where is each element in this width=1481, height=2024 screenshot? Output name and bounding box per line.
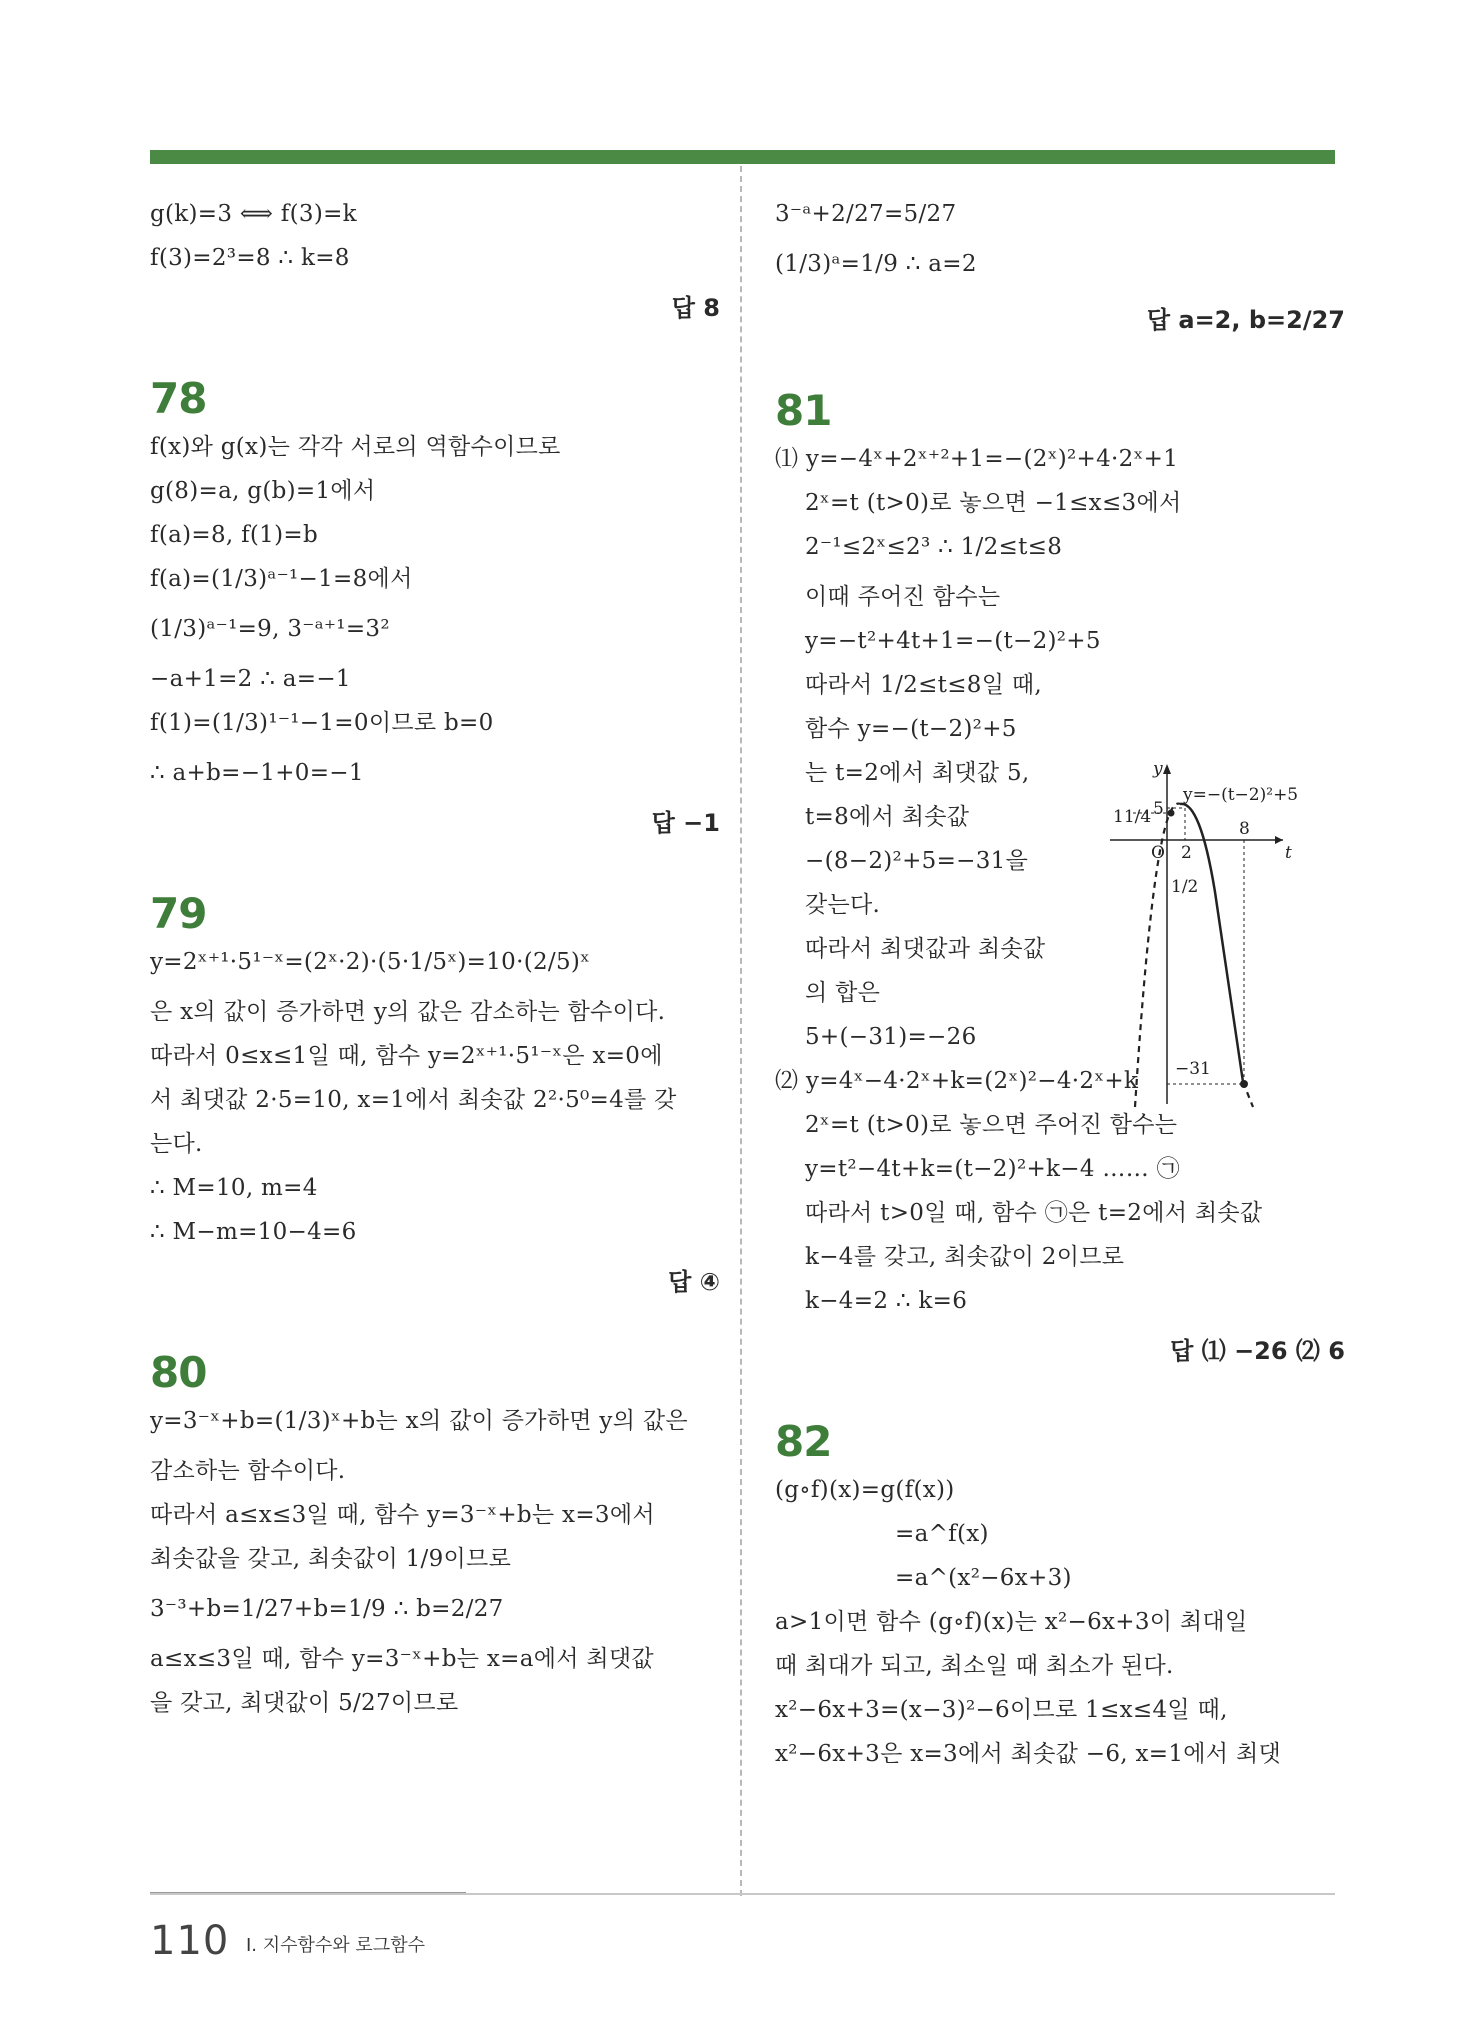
solution-line: 2⁻¹≤2ˣ≤2³ ∴ 1/2≤t≤8: [805, 534, 1063, 560]
solution-line: 때 최대가 되고, 최소일 때 최소가 된다.: [775, 1653, 1174, 1679]
solution-line: k−4를 갖고, 최솟값이 2이므로: [805, 1244, 1125, 1270]
solution-line: 감소하는 함수이다.: [150, 1458, 346, 1484]
t-tick-2: 2: [1181, 843, 1192, 863]
solution-line: g(k)=3 ⟺ f(3)=k: [150, 201, 357, 227]
solution-line: ⑴ y=−4ˣ+2ˣ⁺²+1=−(2ˣ)²+4·2ˣ+1: [775, 446, 1179, 472]
solution-line: f(3)=2³=8 ∴ k=8: [150, 245, 350, 271]
answer: 답 −1: [651, 809, 720, 837]
solution-line: 5+(−31)=−26: [805, 1024, 977, 1050]
solution-line: y=3⁻ˣ+b=(1/3)ˣ+b는 x의 값이 증가하면 y의 값은: [150, 1408, 688, 1434]
problem-number-80: 80: [150, 1348, 207, 1397]
origin-label: O: [1151, 843, 1165, 863]
solution-line: a≤x≤3일 때, 함수 y=3⁻ˣ+b는 x=a에서 최댓값: [150, 1646, 654, 1672]
problem-number-82: 82: [775, 1417, 832, 1466]
solution-line: =a^f(x): [895, 1521, 989, 1547]
solution-line: 서 최댓값 2·5=10, x=1에서 최솟값 2²·5⁰=4를 갖: [150, 1087, 677, 1113]
solution-line: ⑵ y=4ˣ−4·2ˣ+k=(2ˣ)²−4·2ˣ+k: [775, 1068, 1139, 1094]
solution-line: 을 갖고, 최댓값이 5/27이므로: [150, 1690, 459, 1716]
solution-line: (1/3)ᵃ⁻¹=9, 3⁻ᵃ⁺¹=3²: [150, 616, 390, 642]
answer: 답 8: [671, 294, 720, 322]
page-number: 110: [150, 1918, 230, 1964]
footer-line: [150, 1893, 1335, 1895]
t-tick-8: 8: [1239, 819, 1250, 839]
solution-line: 이때 주어진 함수는: [805, 584, 1001, 610]
value-label-11-4: 11/4: [1113, 807, 1152, 827]
solution-line: t=8에서 최솟값: [805, 804, 970, 830]
solution-line: 의 합은: [805, 980, 881, 1006]
solution-line: 따라서 t>0일 때, 함수 ㉠은 t=2에서 최솟값: [805, 1200, 1263, 1226]
t-axis-arrow-icon: [1275, 836, 1283, 844]
solution-line: 3⁻³+b=1/27+b=1/9 ∴ b=2/27: [150, 1596, 504, 1622]
solution-line: f(1)=(1/3)¹⁻¹−1=0이므로 b=0: [150, 710, 494, 736]
solution-line: f(a)=8, f(1)=b: [150, 522, 318, 548]
solution-line: 따라서 a≤x≤3일 때, 함수 y=3⁻ˣ+b는 x=3에서: [150, 1502, 655, 1528]
solution-line: 은 x의 값이 증가하면 y의 값은 감소하는 함수이다.: [150, 999, 666, 1025]
solution-line: −a+1=2 ∴ a=−1: [150, 666, 351, 692]
problem-number-78: 78: [150, 374, 207, 423]
solution-line: a>1이면 함수 (g∘f)(x)는 x²−6x+3이 최대일: [775, 1609, 1248, 1635]
solution-line: 3⁻ᵃ+2/27=5/27: [775, 201, 957, 227]
y-axis-label: y: [1153, 759, 1163, 779]
t-axis-label: t: [1285, 843, 1292, 863]
answer: 답 ⑴ −26 ⑵ 6: [1170, 1337, 1345, 1365]
solution-line: (1/3)ᵃ=1/9 ∴ a=2: [775, 251, 977, 277]
solution-line: y=2ˣ⁺¹·5¹⁻ˣ=(2ˣ·2)·(5·1/5ˣ)=10·(2/5)ˣ: [150, 949, 591, 975]
t-tick-half: 1/2: [1171, 877, 1199, 897]
solution-line: 는 t=2에서 최댓값 5,: [805, 760, 1030, 786]
solution-line: 함수 y=−(t−2)²+5: [805, 716, 1017, 742]
solution-line: 따라서 1/2≤t≤8일 때,: [805, 672, 1042, 698]
solution-line: ∴ a+b=−1+0=−1: [150, 760, 364, 786]
min-value-label: −31: [1175, 1059, 1211, 1079]
solution-line: 갖는다.: [805, 892, 881, 918]
solution-line: f(x)와 g(x)는 각각 서로의 역함수이므로: [150, 434, 561, 460]
solution-line: ∴ M=10, m=4: [150, 1175, 318, 1201]
solution-line: f(a)=(1/3)ᵃ⁻¹−1=8에서: [150, 566, 413, 592]
problem-number-79: 79: [150, 889, 207, 938]
max-value-label: 5: [1153, 799, 1164, 819]
solution-line: 는다.: [150, 1131, 203, 1157]
solution-line: g(8)=a, g(b)=1에서: [150, 478, 376, 504]
left-column: [150, 200, 720, 1733]
curve-label: y=−(t−2)²+5: [1183, 785, 1299, 805]
solution-line: −(8−2)²+5=−31을: [805, 848, 1029, 874]
solution-line: x²−6x+3은 x=3에서 최솟값 −6, x=1에서 최댓: [775, 1741, 1281, 1767]
solution-line: x²−6x+3=(x−3)²−6이므로 1≤x≤4일 때,: [775, 1697, 1228, 1723]
solution-line: 최솟값을 갖고, 최솟값이 1/9이므로: [150, 1546, 512, 1572]
header-bar: [150, 150, 1335, 164]
y-axis-arrow-icon: [1163, 764, 1171, 774]
solution-line: 따라서 최댓값과 최솟값: [805, 936, 1046, 962]
solution-line: y=t²−4t+k=(t−2)²+k−4 …… ㉠: [805, 1156, 1180, 1182]
parabola-graph: [1105, 752, 1340, 1112]
solution-line: =a^(x²−6x+3): [895, 1565, 1072, 1591]
problem-number-81: 81: [775, 386, 832, 435]
solution-line: 따라서 0≤x≤1일 때, 함수 y=2ˣ⁺¹·5¹⁻ˣ은 x=0에: [150, 1043, 663, 1069]
solution-line: 2ˣ=t (t>0)로 놓으면 주어진 함수는: [805, 1112, 1178, 1138]
answer: 답 ④: [668, 1268, 720, 1296]
solution-line: 2ˣ=t (t>0)로 놓으면 −1≤x≤3에서: [805, 490, 1182, 516]
solution-line: (g∘f)(x)=g(f(x)): [775, 1477, 955, 1503]
solution-line: k−4=2 ∴ k=6: [805, 1288, 968, 1314]
solution-line: y=−t²+4t+1=−(t−2)²+5: [805, 628, 1101, 654]
chapter-title: Ⅰ. 지수함수와 로그함수: [246, 1935, 425, 1956]
solution-line: ∴ M−m=10−4=6: [150, 1219, 357, 1245]
answer: 답 a=2, b=2/27: [1146, 306, 1345, 334]
column-divider: [740, 166, 742, 1896]
